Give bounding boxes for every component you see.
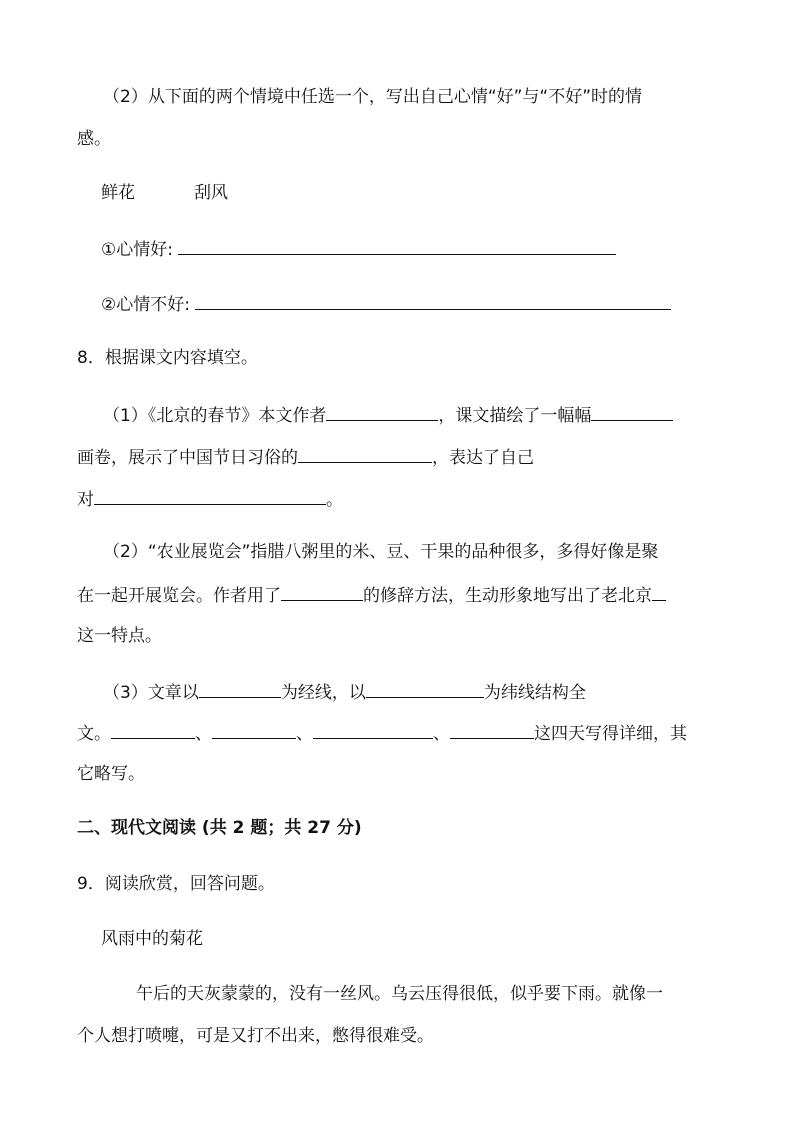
day4-blank[interactable]: [450, 721, 534, 739]
feeling-blank[interactable]: [94, 487, 326, 505]
feature-blank[interactable]: [652, 583, 666, 601]
passage-line1: 午后的天灰蒙蒙的，没有一丝风。乌云压得很低，似乎要下雨。就像一: [136, 984, 663, 1004]
mood-bad-row: [101, 292, 671, 316]
q8-p1-line1: [103, 403, 673, 427]
section2-heading: 二、现代文阅读 (共 2 题；共 27 分): [77, 818, 362, 838]
q8-p2-text-a: 在一起开展览会。作者用了: [77, 586, 281, 606]
rhetoric-blank[interactable]: [281, 583, 363, 601]
passage-line2: 个人想打喷嚏，可是又打不出来，憋得很难受。: [77, 1026, 434, 1046]
q8-p3-line1: [103, 680, 586, 704]
q8-p3-sep-3: 、: [433, 724, 450, 744]
q8-p1-text-b: ，课文描绘了一幅幅: [438, 406, 592, 426]
warp-blank[interactable]: [199, 680, 281, 698]
q8-p3-line3: 它略写。: [77, 764, 145, 784]
q8-p2-line2: [77, 583, 666, 607]
q8-p1-text-e: 对: [77, 490, 94, 510]
q8-p1-line2: [77, 445, 534, 469]
q8-p2-line3: 这一特点。: [77, 626, 162, 646]
q8-p1-line3: [77, 487, 343, 511]
q8-p3-text-d: 文。: [77, 724, 111, 744]
mood-good-label: ①心情好:: [101, 240, 173, 260]
q8-p3-line2: [77, 721, 687, 745]
picture-blank[interactable]: [591, 403, 673, 421]
q8-p3-text-a: （3）文章以: [103, 683, 199, 703]
mood-bad-label: ②心情不好:: [101, 295, 190, 315]
q8-p1-text-c: 画卷，展示了中国节日习俗的: [77, 448, 298, 468]
day3-blank[interactable]: [313, 721, 433, 739]
q8-p2-line1: （2）“农业展览会”指腊八粥里的米、豆、干果的品种很多，多得好像是聚: [103, 542, 659, 562]
day2-blank[interactable]: [212, 721, 296, 739]
q8-p3-sep-2: 、: [296, 724, 313, 744]
q9-stem: 9．阅读欣赏，回答问题。: [77, 874, 275, 894]
weft-blank[interactable]: [366, 680, 484, 698]
option-flower: 鲜花: [101, 183, 135, 203]
q8-p3-text-c: 为纬线结构全: [483, 683, 586, 703]
q8-p1-text-d: ，表达了自己: [432, 448, 534, 468]
q8-p2-text-b: 的修辞方法，生动形象地写出了老北京: [363, 586, 652, 606]
mood-good-blank[interactable]: [178, 237, 616, 255]
author-blank[interactable]: [326, 403, 438, 421]
q8-p3-text-b: 为经线，以: [280, 683, 366, 703]
mood-bad-blank[interactable]: [195, 292, 671, 310]
q7-part2-line1: （2）从下面的两个情境中任选一个，写出自己心情“好”与“不好”时的情: [103, 87, 643, 107]
custom-blank[interactable]: [298, 445, 432, 463]
passage-title: 风雨中的菊花: [101, 929, 203, 949]
q8-p1-text-f: 。: [326, 490, 343, 510]
option-wind: 刮风: [194, 183, 228, 203]
mood-good-row: [101, 237, 616, 261]
q8-p3-sep-1: 、: [195, 724, 212, 744]
day1-blank[interactable]: [111, 721, 195, 739]
q8-p1-text-a: （1）《北京的春节》本文作者: [103, 406, 327, 426]
q8-stem: 8．根据课文内容填空。: [77, 348, 258, 368]
q7-part2-line2: 感。: [77, 129, 111, 149]
q8-p3-text-e: 这四天写得详细，其: [534, 724, 687, 744]
